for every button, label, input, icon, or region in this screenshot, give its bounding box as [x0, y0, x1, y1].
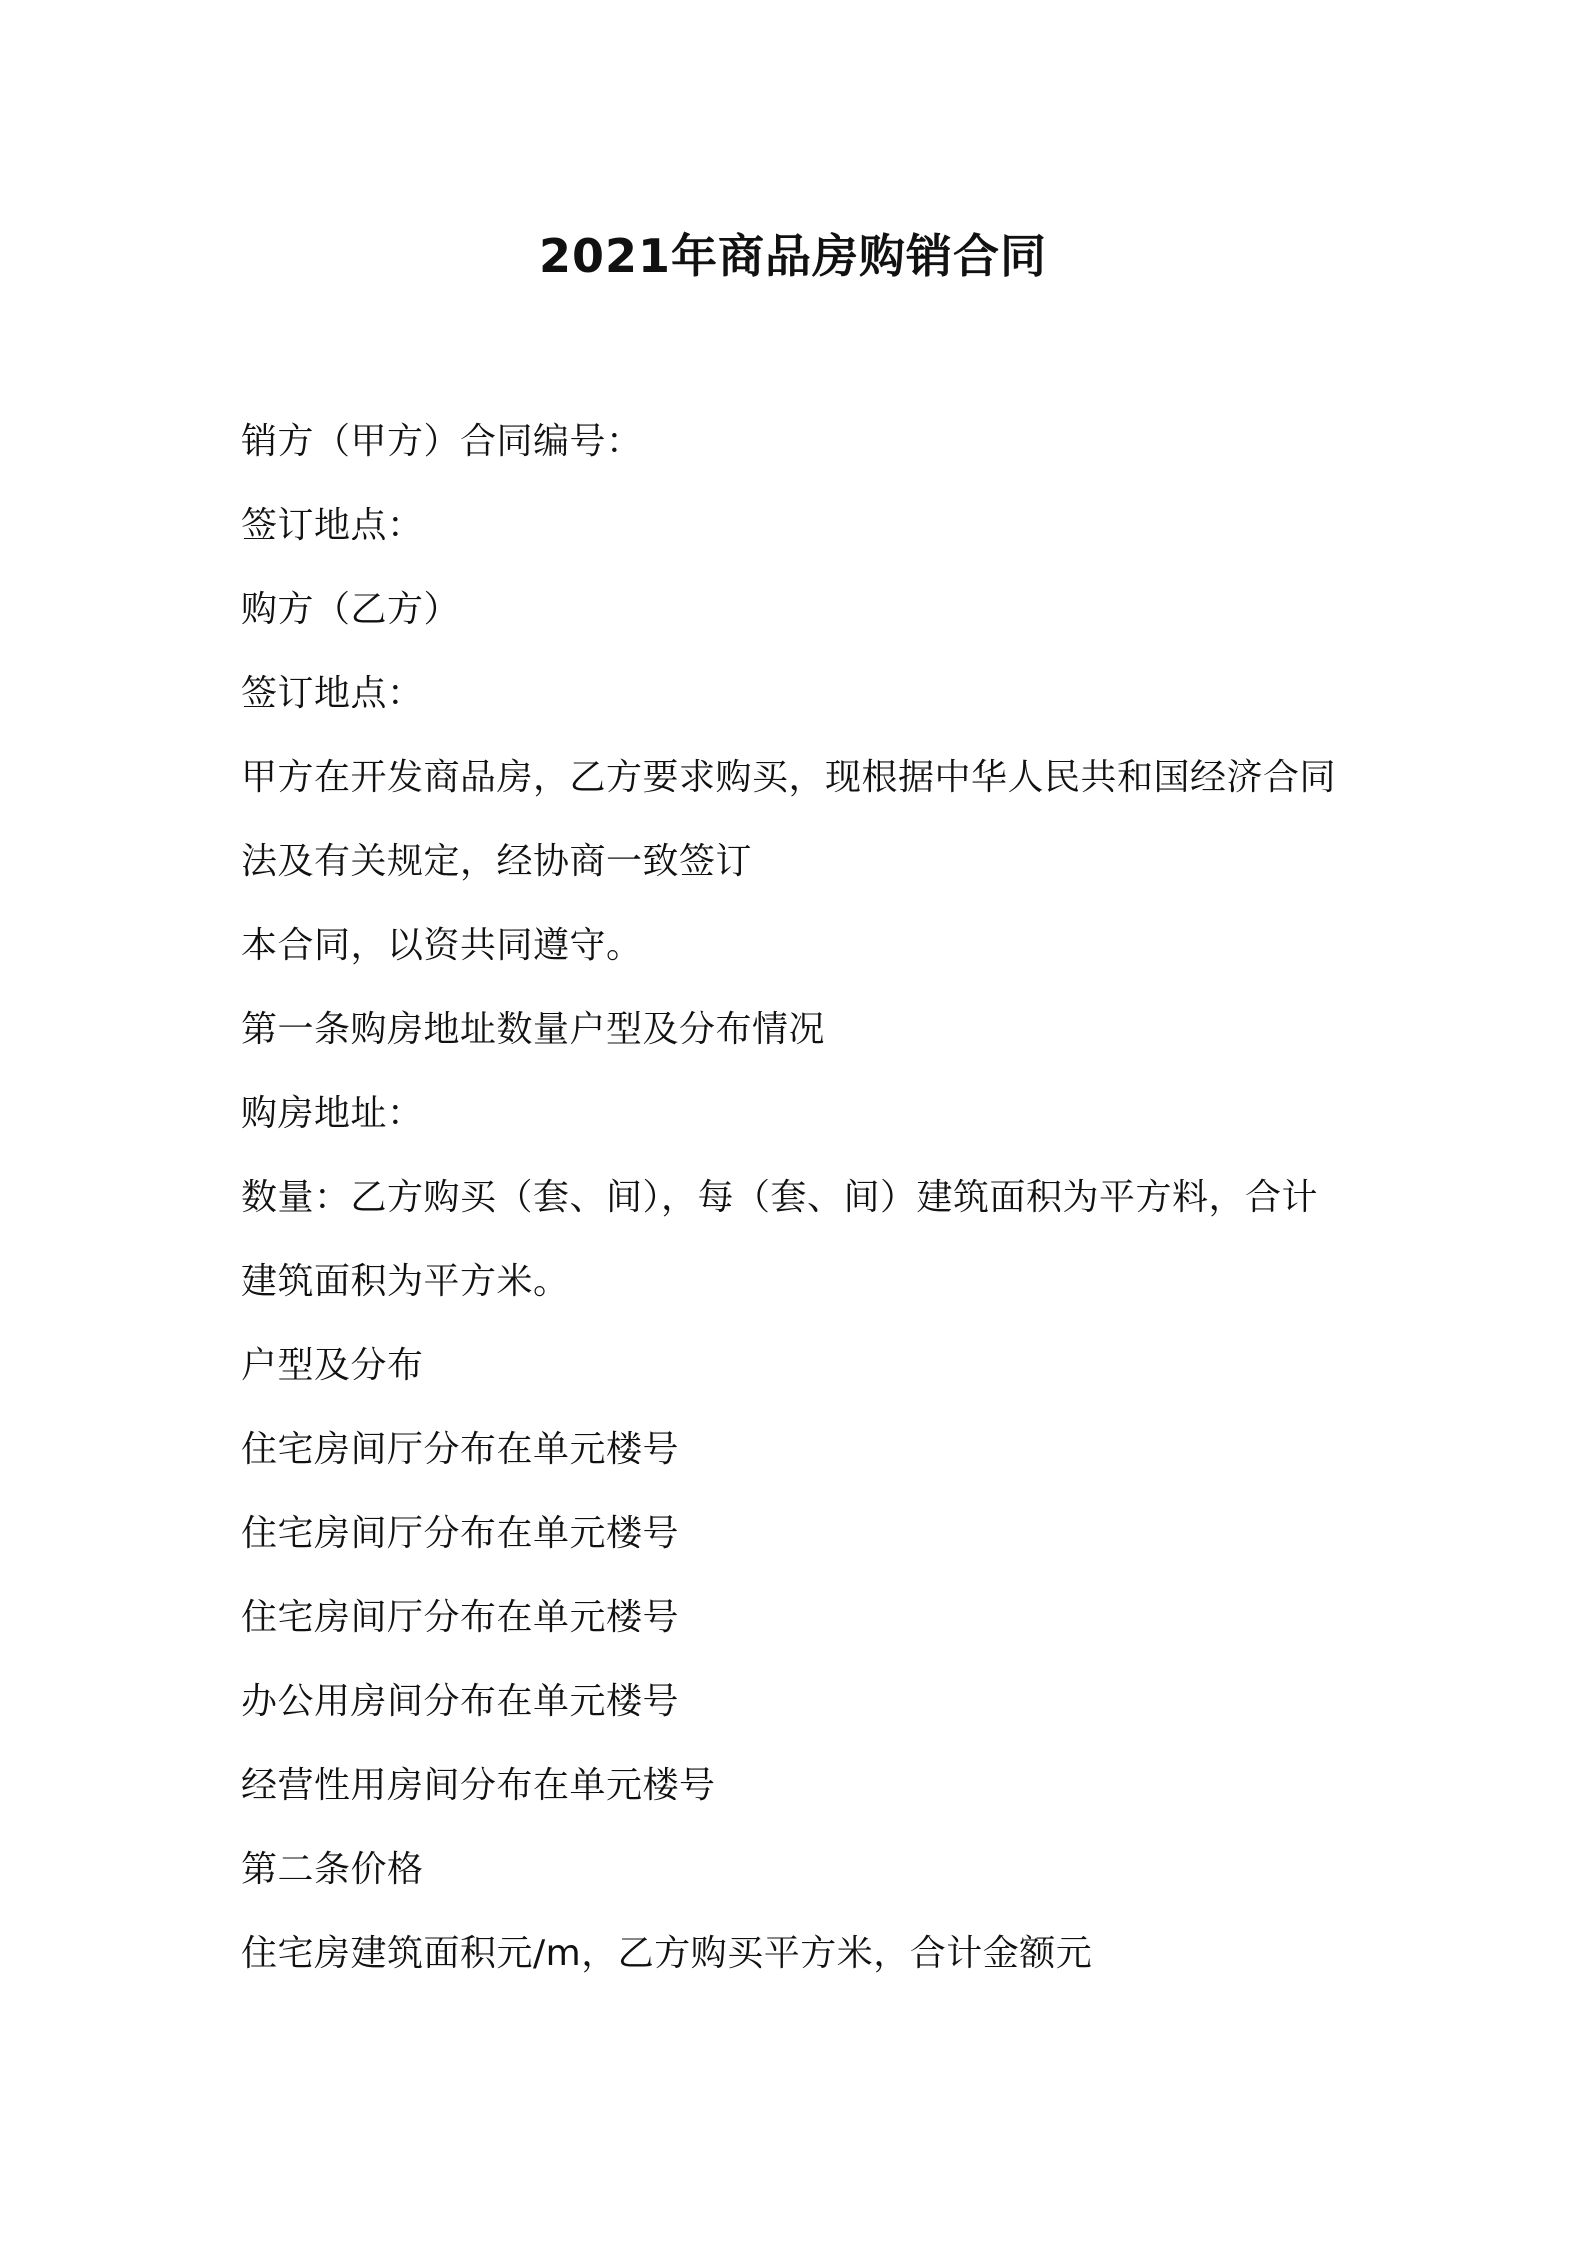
intro-paragraph-line-1: 甲方在开发商品房，乙方要求购买，现根据中华人民共和国经济合同 [241, 757, 1337, 798]
residential-distribution-line-2: 住宅房间厅分布在单元楼号 [241, 1513, 680, 1554]
intro-paragraph-line-2: 法及有关规定，经协商一致签订 [241, 841, 753, 882]
document-title: 2021年商品房购销合同 [538, 229, 1048, 283]
seller-signing-place-line: 签订地点： [241, 505, 424, 546]
layout-distribution-heading: 户型及分布 [241, 1345, 424, 1386]
residential-distribution-line-1: 住宅房间厅分布在单元楼号 [241, 1429, 680, 1470]
buyer-line: 购方（乙方） [241, 589, 461, 630]
commercial-distribution-line: 经营性用房间分布在单元楼号 [241, 1765, 716, 1806]
seller-contract-number-line: 销方（甲方）合同编号： [241, 421, 643, 462]
document-body [241, 400, 1371, 1996]
purchase-address-line: 购房地址： [241, 1093, 424, 1134]
quantity-line-1: 数量：乙方购买（套、间），每（套、间）建筑面积为平方料，合计 [241, 1177, 1319, 1218]
quantity-line-2: 建筑面积为平方米。 [241, 1261, 570, 1302]
intro-paragraph-line-3: 本合同，以资共同遵守。 [241, 925, 643, 966]
residential-distribution-line-3: 住宅房间厅分布在单元楼号 [241, 1597, 680, 1638]
article-one-heading: 第一条购房地址数量户型及分布情况 [241, 1009, 826, 1050]
price-line: 住宅房建筑面积元/m，乙方购买平方米，合计金额元 [241, 1933, 1093, 1974]
article-two-heading: 第二条价格 [241, 1849, 424, 1890]
buyer-signing-place-line: 签订地点： [241, 673, 424, 714]
office-distribution-line: 办公用房间分布在单元楼号 [241, 1681, 680, 1722]
